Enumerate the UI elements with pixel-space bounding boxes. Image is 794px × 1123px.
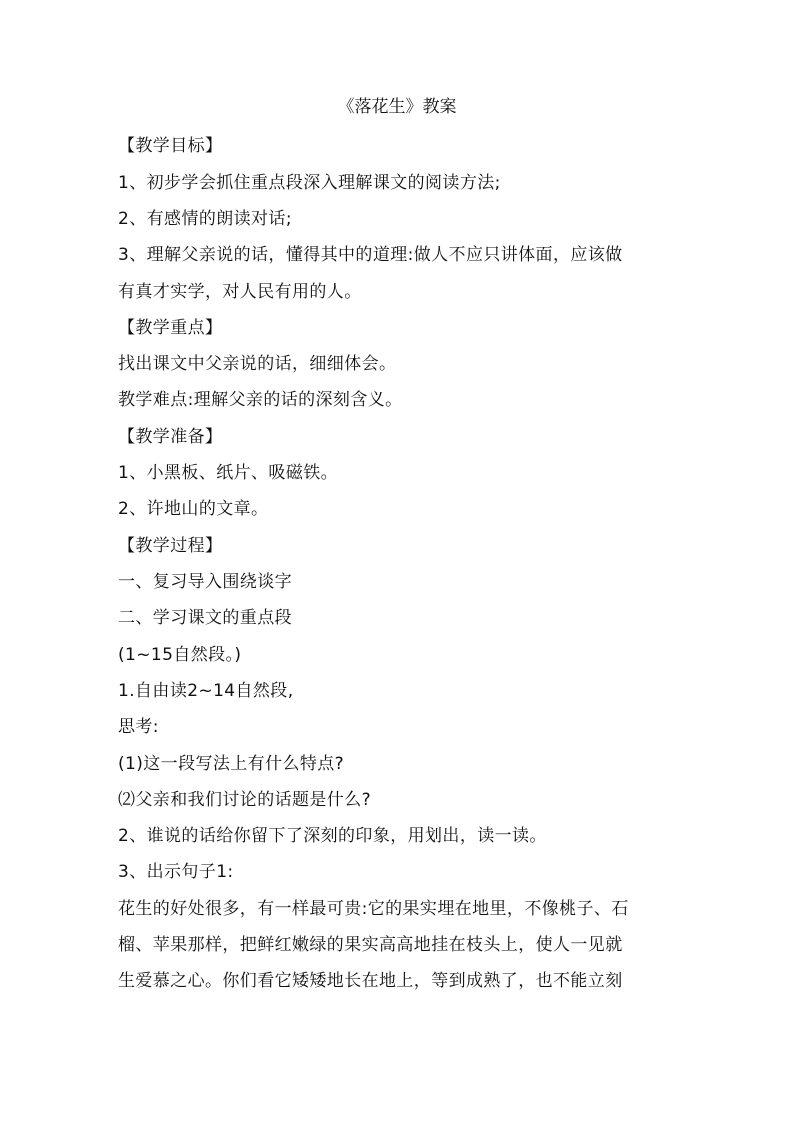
section-heading-objectives: 【教学目标】 [118, 136, 223, 156]
text-line: 3、出示句子1: [118, 862, 234, 882]
text-line: 教学难点:理解父亲的话的深刻含义。 [118, 390, 403, 410]
text-line: (1)这一段写法上有什么特点? [118, 754, 345, 774]
text-line: 榴、苹果那样，把鲜红嫩绿的果实高高地挂在枝头上，使人一见就 [118, 935, 623, 955]
text-line: 1、小黑板、纸片、吸磁铁。 [118, 463, 339, 483]
text-line: 2、许地山的文章。 [118, 499, 269, 519]
text-line: 思考: [118, 717, 159, 737]
text-line: 3、理解父亲说的话，懂得其中的道理:做人不应只讲体面，应该做 [118, 245, 623, 265]
text-line: 二、学习课文的重点段 [118, 608, 292, 628]
text-line: 找出课文中父亲说的话，细细体会。 [118, 354, 397, 374]
text-line: 一、复习导入围绕谈字 [118, 572, 292, 592]
text-line: (1~15自然段。) [118, 645, 242, 665]
text-line: 生爱慕之心。你们看它矮矮地长在地上，等到成熟了，也不能立刻 [118, 971, 623, 991]
text-line: 2、有感情的朗读对话; [118, 209, 292, 229]
text-line: 1、初步学会抓住重点段深入理解课文的阅读方法; [118, 173, 501, 193]
text-line: ⑵父亲和我们讨论的话题是什么? [118, 790, 372, 810]
text-line: 花生的好处很多，有一样最可贵:它的果实埋在地里，不像桃子、石 [118, 899, 629, 919]
text-line: 2、谁说的话给你留下了深刻的印象，用划出，读一读。 [118, 826, 547, 846]
text-line: 1.自由读2~14自然段, [118, 681, 294, 701]
text-line: 有真才实学，对人民有用的人。 [118, 282, 362, 302]
section-heading-process: 【教学过程】 [118, 536, 223, 556]
section-heading-preparation: 【教学准备】 [118, 427, 223, 447]
document-title: 《落花生》教案 [337, 97, 457, 117]
section-heading-key-points: 【教学重点】 [118, 318, 223, 338]
